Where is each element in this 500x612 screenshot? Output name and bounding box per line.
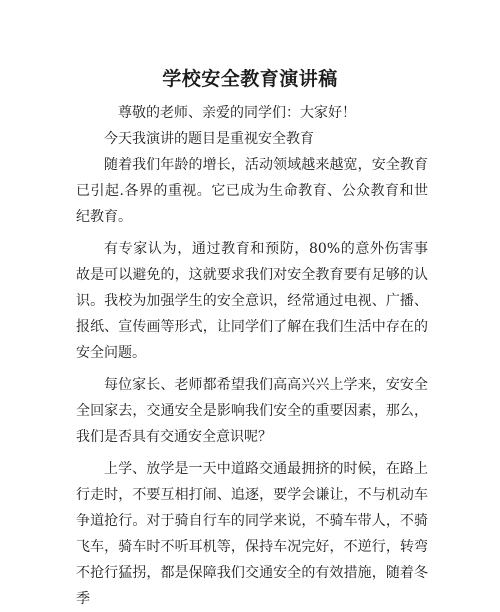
body-paragraph: 有专家认为，通过教育和预防，80%的意外伤害事故是可以避免的，这就要求我们对安全教育要有足够的认识。我校为加强学生的安全意识，经常通过电视、广播、报纸、宣传画等形式，让同学们了解在我们生活中存在的安全问题。 <box>76 241 428 361</box>
greeting-paragraph: 尊敬的老师、亲爱的同学们：大家好！ <box>118 105 356 121</box>
document-title: 学校安全教育演讲稿 <box>162 68 338 90</box>
body-paragraph: 随着我们年龄的增长，活动领域越来越宽，安全教育已引起.各界的重视。它已成为生命教育、公众教育和世纪教育。 <box>76 157 428 225</box>
body-paragraph: 每位家长、老师都希望我们高高兴兴上学来，安安全全回家去，交通安全是影响我们安全的重要因素，那么，我们是否具有交通安全意识呢？ <box>76 377 428 445</box>
body-paragraph: 上学、放学是一天中道路交通最拥挤的时候，在路上行走时，不要互相打闹、追逐，要学会谦让，不与机动车争道抢行。对于骑自行车的同学来说，不骑车带人，不骑飞车，骑车时不听耳机等，保持车况完好，不逆行，转弯不抢行猛拐，都是保障我们交通安全的有效措施，随着冬季 <box>76 461 428 607</box>
topic-paragraph: 今天我演讲的题目是重视安全教育 <box>104 131 314 147</box>
document-body <box>76 100 428 612</box>
